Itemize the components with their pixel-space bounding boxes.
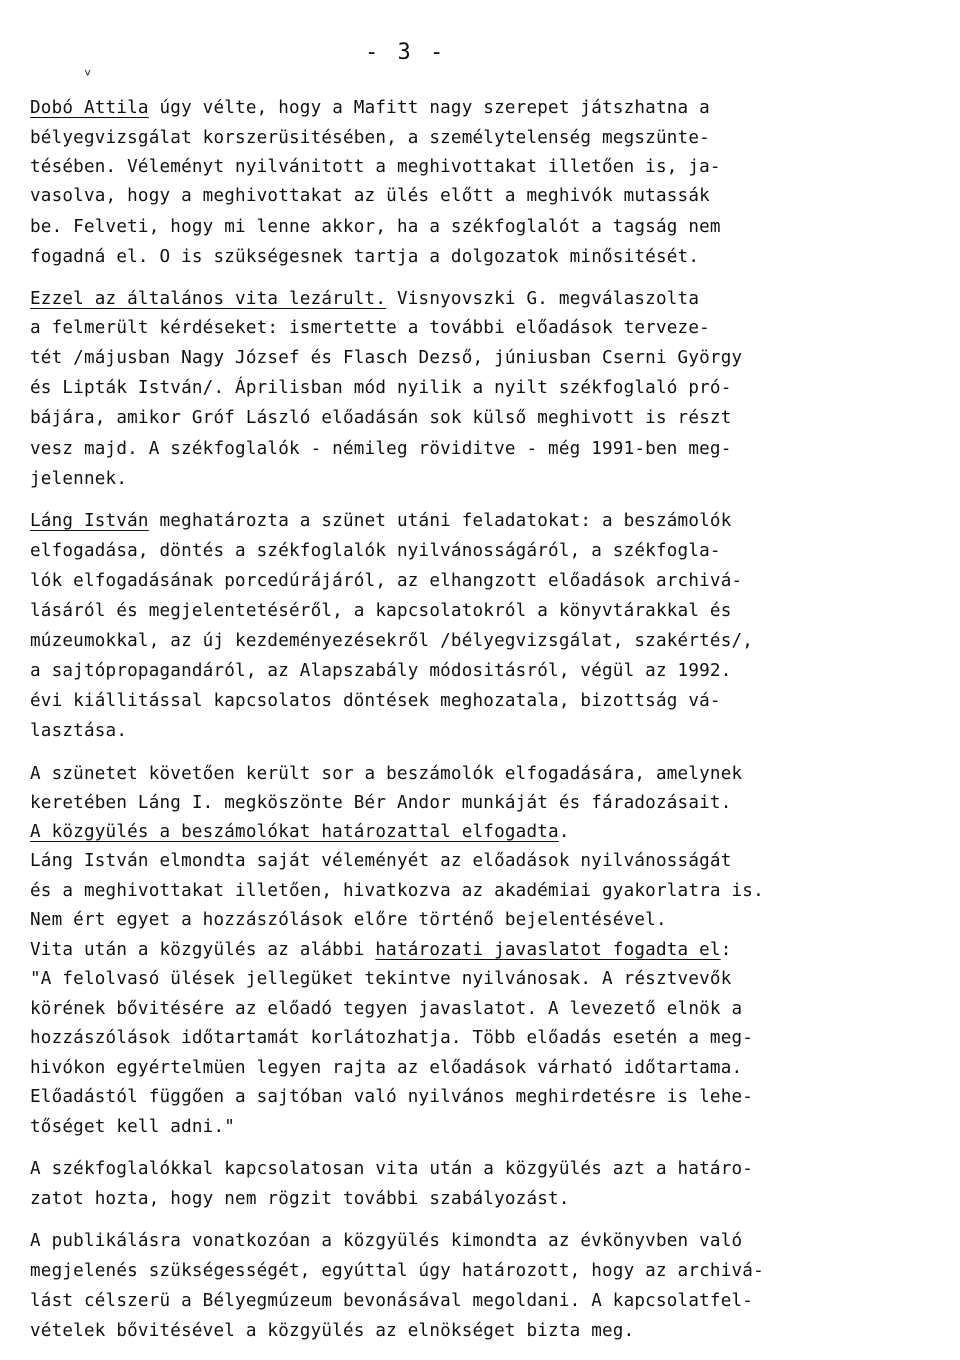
text-line (30, 539, 721, 563)
text-segment: "A felolvasó ülések jellegüket tekintve nyilvánosak. A résztvevők (30, 969, 732, 989)
text-segment: vesz majd. A székfoglalók - némileg röviditve - még 1991-ben meg- (30, 439, 732, 459)
text-segment: Előadástól függően a sajtóban való nyilvános meghirdetésre is lehe- (30, 1087, 754, 1107)
underlined-text: Ezzel az általános vita lezárult. (30, 289, 387, 309)
text-line (30, 376, 732, 400)
text-segment: lást célszerü a Bélyegmúzeum bevonásával megoldani. A kapcsolatfel- (30, 1291, 754, 1311)
text-segment: Vita után a közgyülés az alábbi (30, 940, 376, 960)
text-segment: Visnyovszki G. megválaszolta (386, 289, 700, 309)
text-line (30, 1085, 753, 1109)
text-line (30, 967, 732, 991)
text-segment: lók elfogadásának porcedúrájáról, az elhangzott előadások archivá- (30, 571, 743, 591)
text-segment: hozzászólások időtartamát korlátozhatja. Több előadás esetén a meg- (30, 1028, 754, 1048)
underlined-text: A közgyülés a beszámolókat határozattal elfogadta (30, 822, 559, 842)
text-line (30, 1056, 742, 1080)
text-segment: A székfoglalókkal kapcsolatosan vita után a közgyülés azt a határo- (30, 1159, 754, 1179)
text-line (30, 1229, 742, 1253)
text-line (30, 1187, 570, 1211)
text-line (30, 316, 710, 340)
text-line (30, 287, 699, 311)
text-line (30, 569, 742, 593)
text-line (30, 406, 732, 430)
text-line (30, 155, 721, 179)
text-segment: tőséget kell adni." (30, 1117, 236, 1137)
stray-mark: ˅ (84, 66, 92, 80)
text-segment: elfogadása, döntés a székfoglalók nyilvánosságáról, a székfogla- (30, 541, 721, 561)
text-segment: A szünetet követően került sor a beszámolók elfogadására, amelynek (30, 764, 743, 784)
text-segment: keretében Láng I. megköszönte Bér Andor munkáját és fáradozásait. (30, 793, 732, 813)
text-line (30, 245, 699, 269)
text-segment: meghatározta a szünet utáni feladatokat: a beszámolók (148, 511, 732, 531)
text-line (30, 997, 742, 1021)
text-line (30, 908, 667, 932)
text-segment: bájára, amikor Gróf László előadásán sok külső meghivott is részt (30, 408, 732, 428)
text-line (30, 1319, 634, 1343)
text-line (30, 762, 742, 786)
text-line (30, 879, 764, 903)
underlined-text: határozati javaslatot fogadta el (375, 940, 721, 960)
text-segment: : (720, 940, 732, 960)
text-line (30, 184, 710, 208)
page-number: - 3 - (365, 40, 447, 65)
underlined-text: Láng István (30, 511, 149, 531)
underlined-text: Dobó Attila (30, 98, 149, 118)
text-segment: vasolva, hogy a meghivottakat az ülés előtt a meghivók mutassák (30, 186, 710, 206)
text-line (30, 346, 742, 370)
text-segment: Láng István elmondta saját véleményét az előadások nyilvánosságát (30, 851, 732, 871)
text-segment: úgy vélte, hogy a Mafitt nagy szerepet játszhatna a (148, 98, 710, 118)
text-line (30, 689, 721, 713)
text-segment: bélyegvizsgálat korszerüsitésében, a személytelenség megszünte- (30, 128, 710, 148)
text-segment: be. Felveti, hogy mi lenne akkor, ha a székfoglalót a tagság nem (30, 217, 721, 237)
text-segment: A publikálásra vonatkozóan a közgyülés kimondta az évkönyvben való (30, 1231, 743, 1251)
text-line (30, 509, 732, 533)
text-line (30, 1259, 764, 1283)
text-line (30, 820, 570, 844)
text-line (30, 1289, 753, 1313)
text-segment: lásáról és megjelentetéséről, a kapcsolatokról a könyvtárakkal és (30, 601, 732, 621)
text-line (30, 126, 710, 150)
text-segment: fogadná el. O is szükségesnek tartja a dolgozatok minősitését. (30, 247, 700, 267)
text-line (30, 849, 732, 873)
text-segment: és a meghivottakat illetően, hivatkozva az akadémiai gyakorlatra is. (30, 881, 764, 901)
text-segment: múzeumokkal, az új kezdeményezésekről /bélyegvizsgálat, szakértés/, (30, 631, 754, 651)
text-segment: tésében. Véleményt nyilvánitott a meghivottakat illetően is, ja- (30, 157, 721, 177)
text-line (30, 437, 732, 461)
text-segment: lasztása. (30, 721, 128, 741)
text-line (30, 719, 127, 743)
text-segment: Nem ért egyet a hozzászólások előre történő bejelentésével. (30, 910, 667, 930)
text-segment: a felmerült kérdéseket: ismertette a további előadások terveze- (30, 318, 710, 338)
text-segment: tét /májusban Nagy József és Flasch Dezső, júniusban Cserni György (30, 348, 743, 368)
text-segment: évi kiállitással kapcsolatos döntések meghozatala, bizottság vá- (30, 691, 721, 711)
text-line (30, 659, 732, 683)
text-line (30, 215, 721, 239)
text-line (30, 96, 710, 120)
text-segment: jelennek. (30, 469, 128, 489)
text-segment: vételek bővitésével a közgyülés az elnökséget bizta meg. (30, 1321, 635, 1341)
text-line (30, 1157, 753, 1181)
text-line (30, 599, 732, 623)
text-segment: . (558, 822, 570, 842)
text-line (30, 1115, 235, 1139)
text-segment: zatot hozta, hogy nem rögzit további szabályozást. (30, 1189, 570, 1209)
text-line (30, 791, 732, 815)
text-segment: megjelenés szükségességét, egyúttal úgy határozott, hogy az archivá- (30, 1261, 764, 1281)
text-segment: hivókon egyértelmüen legyen rajta az előadások várható időtartama. (30, 1058, 743, 1078)
text-segment: körének bővitésére az előadó tegyen javaslatot. A levezető elnök a (30, 999, 743, 1019)
text-line (30, 938, 732, 962)
text-segment: és Lipták István/. Áprilisban mód nyilik a nyilt székfoglaló pró- (30, 378, 732, 398)
text-segment: a sajtópropagandáról, az Alapszabály módositásról, végül az 1992. (30, 661, 732, 681)
text-line (30, 467, 127, 491)
text-line (30, 629, 753, 653)
text-line (30, 1026, 753, 1050)
